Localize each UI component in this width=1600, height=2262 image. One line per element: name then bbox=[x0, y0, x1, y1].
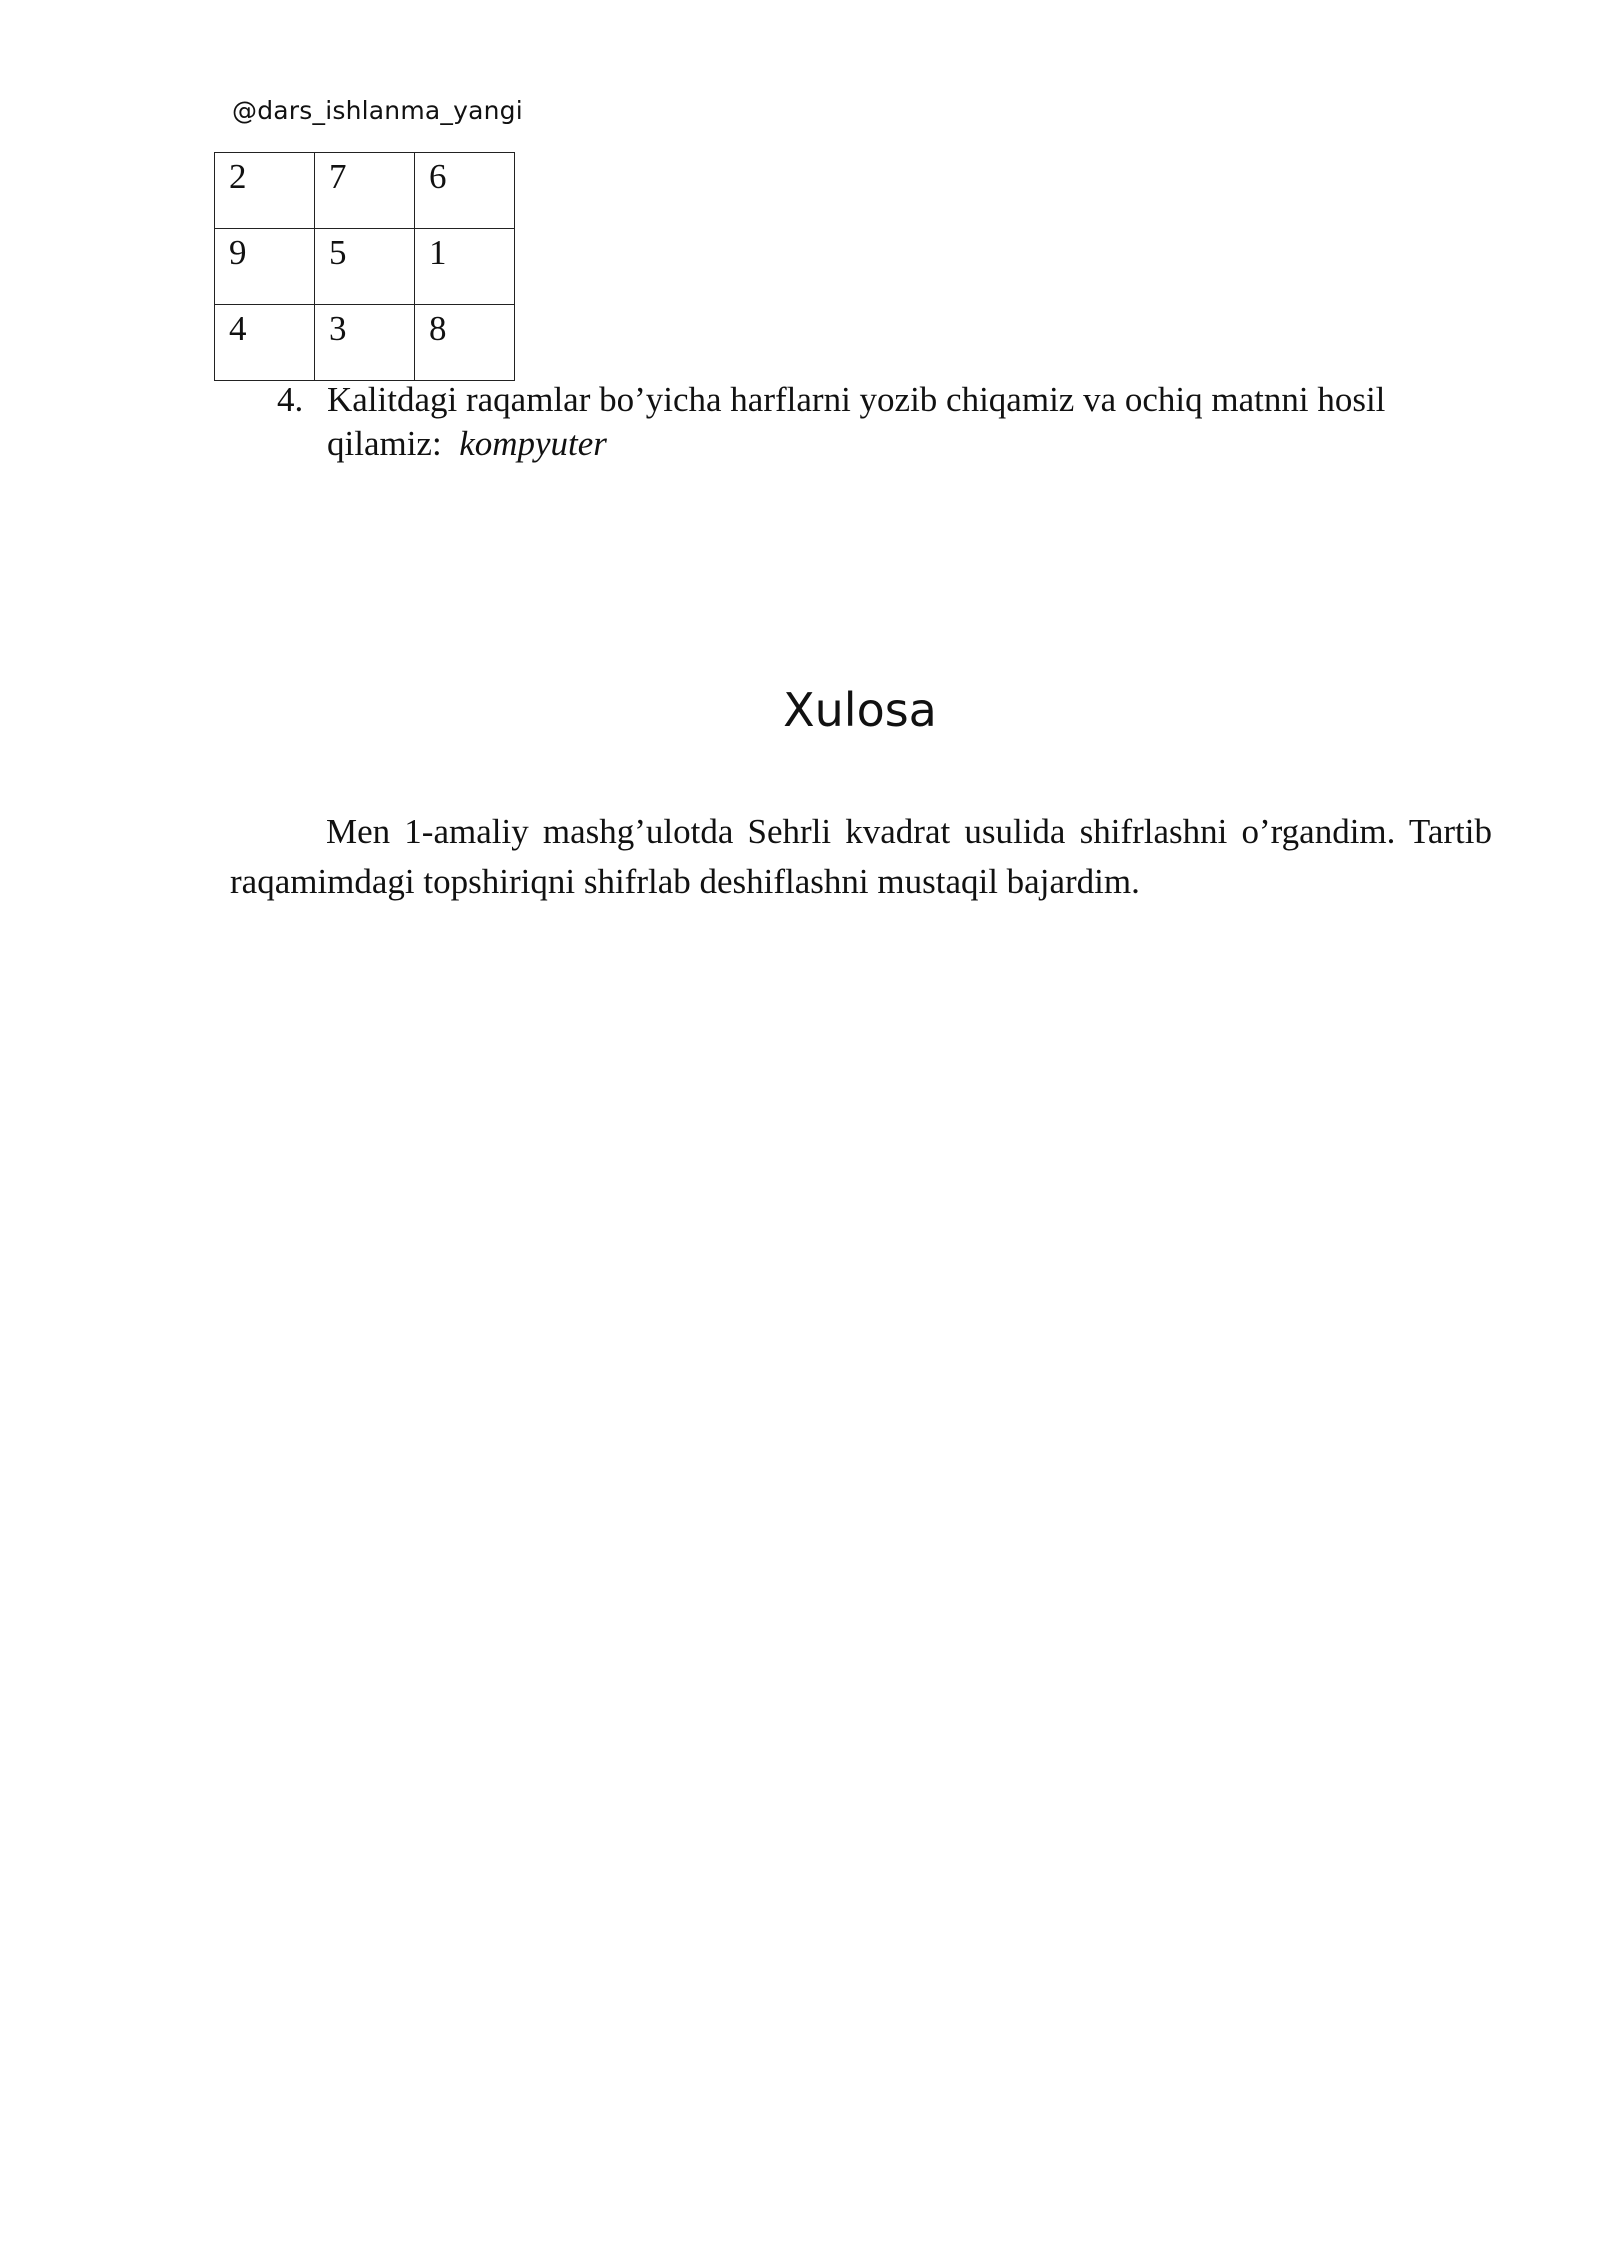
magic-square-table bbox=[214, 152, 515, 381]
section-heading: Xulosa bbox=[783, 683, 937, 737]
table-cell: 2 bbox=[215, 153, 315, 229]
step-answer: kompyuter bbox=[459, 424, 607, 463]
table-row bbox=[215, 305, 515, 381]
table-cell: 5 bbox=[315, 229, 415, 305]
list-item-text bbox=[327, 378, 1487, 466]
table-cell: 8 bbox=[415, 305, 515, 381]
table-cell: 1 bbox=[415, 229, 515, 305]
table-cell: 4 bbox=[215, 305, 315, 381]
table-cell: 6 bbox=[415, 153, 515, 229]
step-instruction: Kalitdagi raqamlar bo’yicha harflarni yozib chiqamiz va ochiq matnni hosil qilamiz: bbox=[327, 380, 1386, 463]
watermark-text: @dars_ishlanma_yangi bbox=[232, 96, 523, 125]
list-item-number: 4. bbox=[277, 380, 304, 419]
table-cell: 9 bbox=[215, 229, 315, 305]
table-cell: 3 bbox=[315, 305, 415, 381]
conclusion-paragraph: Men 1-amaliy mashg’ulotda Sehrli kvadrat usulida shifrlashni o’rgandim. Tartib raqamimdagi topshiriqni shifrlab deshiflashni mustaqil bajardim. bbox=[230, 812, 1492, 901]
table-row bbox=[215, 229, 515, 305]
table-cell: 7 bbox=[315, 153, 415, 229]
table-row bbox=[215, 153, 515, 229]
